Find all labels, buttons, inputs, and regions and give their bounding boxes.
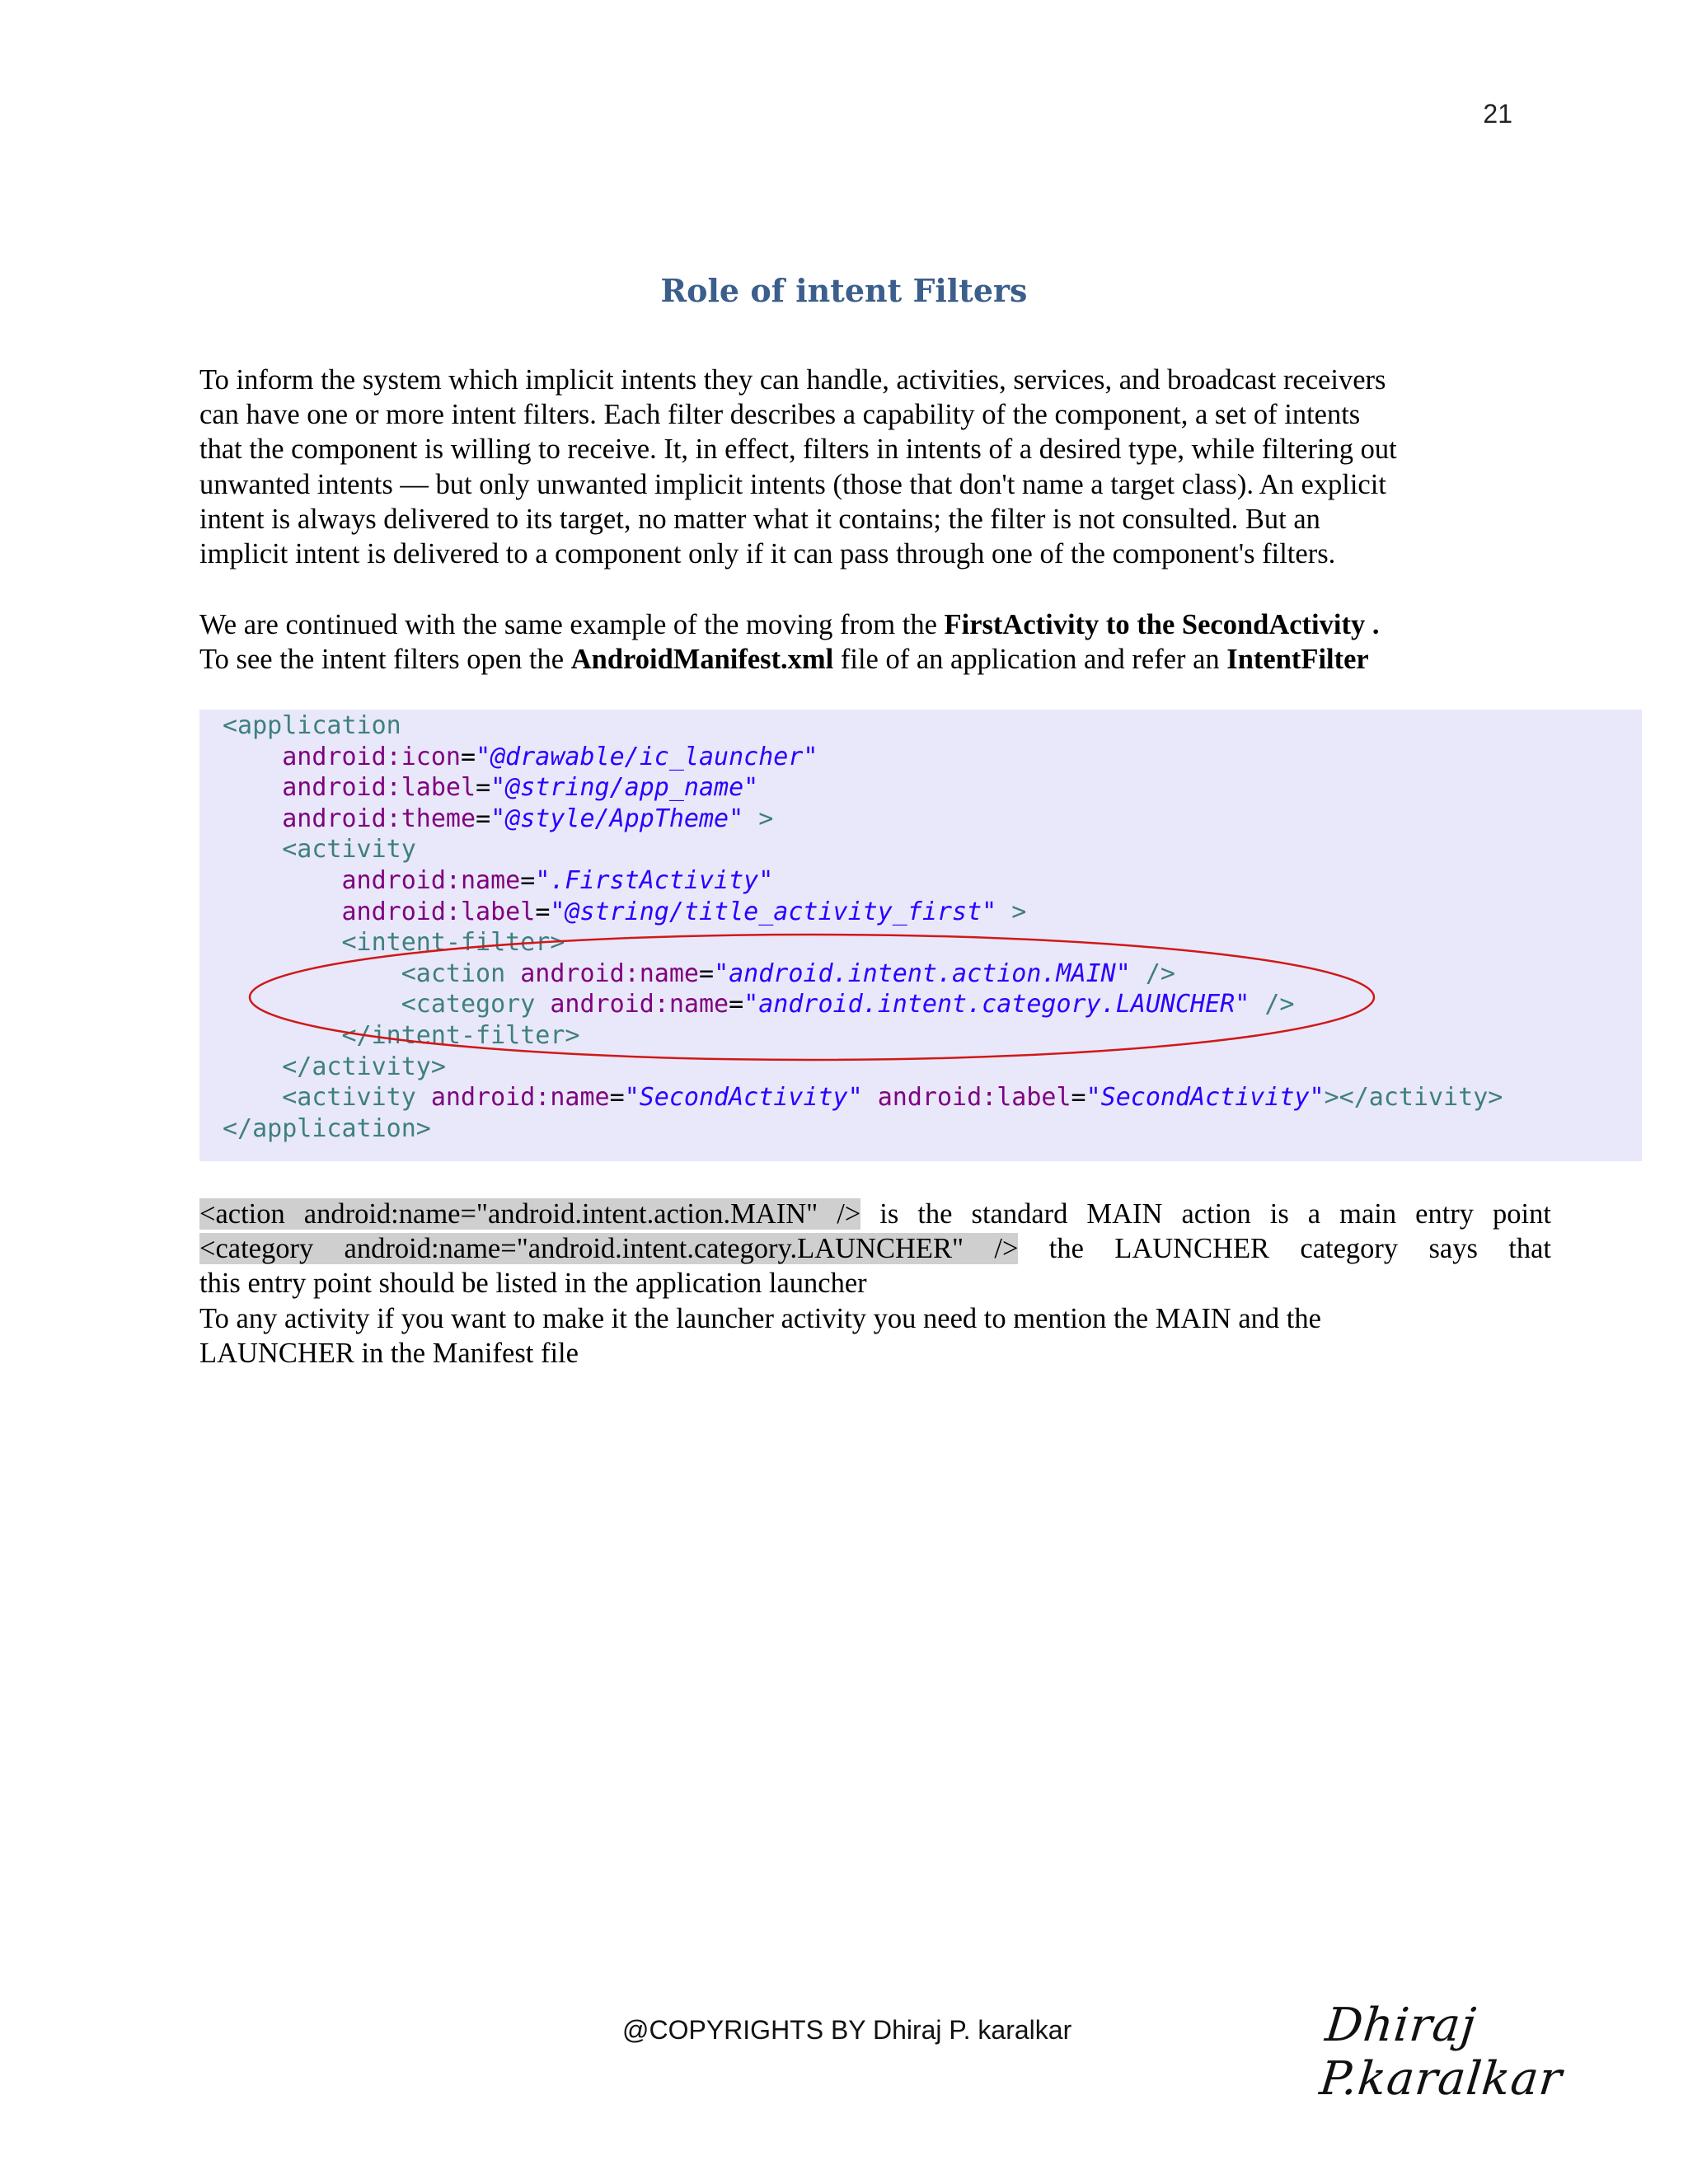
code-tag: </application> bbox=[223, 1113, 431, 1143]
intro-line: implicit intent is delivered to a component only if it can pass through one of the component's filters. bbox=[199, 538, 1336, 570]
copyright-footer: @COPYRIGHTS BY Dhiraj P. karalkar bbox=[622, 2015, 1072, 2045]
example-line-2 bbox=[199, 642, 1551, 677]
code-line bbox=[223, 1113, 1503, 1145]
code-tag: <application bbox=[223, 711, 401, 740]
explanation-line-3: this entry point should be listed in the application launcher bbox=[199, 1268, 867, 1300]
code-attr: android:icon bbox=[282, 742, 461, 771]
explanation-paragraph bbox=[199, 1197, 1551, 1371]
code-eq: = bbox=[476, 773, 491, 803]
explanation-line-2 bbox=[199, 1231, 1551, 1266]
code-tag: </activity> bbox=[282, 1052, 446, 1081]
code-tag: <intent-filter> bbox=[341, 928, 565, 958]
code-eq: = bbox=[1071, 1083, 1086, 1113]
example-text: file of an application and refer an bbox=[833, 644, 1227, 676]
code-line bbox=[223, 710, 1503, 742]
code-value: ".FirstActivity" bbox=[535, 865, 774, 895]
intro-line: To inform the system which implicit intents they can handle, activities, services, and broadcast receivers bbox=[199, 364, 1386, 396]
author-signature: Dhiraj P.karalkar bbox=[1317, 1999, 1565, 2106]
code-tag: </intent-filter> bbox=[341, 1020, 580, 1050]
code-value: "SecondActivity" bbox=[1085, 1083, 1325, 1113]
code-attr: android:name bbox=[430, 1083, 610, 1113]
code-tag: <category bbox=[401, 990, 536, 1019]
code-tag: ></activity> bbox=[1324, 1083, 1503, 1113]
explanation-line-1 bbox=[199, 1197, 1551, 1231]
code-line bbox=[223, 1082, 1503, 1113]
code-attr: android:label bbox=[877, 1083, 1071, 1113]
code-tag: > bbox=[996, 897, 1027, 926]
page-number: 21 bbox=[1483, 99, 1512, 129]
code-line bbox=[223, 865, 1503, 897]
highlight-ellipse bbox=[239, 923, 1385, 1071]
code-value: "android.intent.category.LAUNCHER" bbox=[743, 990, 1250, 1019]
code-value: "@drawable/ic_launcher" bbox=[476, 742, 818, 771]
section-title: Role of intent Filters bbox=[660, 272, 1028, 309]
code-line bbox=[223, 742, 1503, 773]
intro-line: that the component is willing to receive. It, in effect, filters in intents of a desired type, while filtering out bbox=[199, 434, 1397, 466]
code-eq: = bbox=[609, 1083, 625, 1113]
explanation-text: the LAUNCHER category says that bbox=[1018, 1233, 1551, 1265]
code-tag: <activity bbox=[282, 835, 416, 865]
code-line bbox=[223, 834, 1503, 865]
code-tag: <activity bbox=[282, 1083, 416, 1113]
code-tag: /> bbox=[1250, 990, 1295, 1019]
code-attr: android:name bbox=[550, 990, 729, 1019]
example-line-1 bbox=[199, 607, 1551, 642]
code-tag: <action bbox=[401, 958, 506, 988]
code-tag: /> bbox=[1130, 958, 1175, 988]
intro-paragraph bbox=[199, 363, 1551, 571]
code-attr: android:label bbox=[341, 897, 536, 926]
explanation-line-5: LAUNCHER in the Manifest file bbox=[199, 1337, 579, 1369]
code-tag: > bbox=[743, 804, 774, 833]
code-eq: = bbox=[699, 958, 715, 988]
code-attr: android:name bbox=[520, 958, 699, 988]
code-line bbox=[223, 772, 1503, 804]
code-eq: = bbox=[520, 865, 536, 895]
highlighted-action-snippet: <action android:name="android.intent.action.MAIN" /> bbox=[199, 1198, 861, 1230]
code-eq: = bbox=[461, 742, 476, 771]
code-value: "android.intent.action.MAIN" bbox=[714, 958, 1131, 988]
explanation-text: is the standard MAIN action is a main entry point bbox=[860, 1198, 1551, 1230]
code-eq: = bbox=[729, 990, 744, 1019]
highlighted-category-snippet: <category android:name="android.intent.category.LAUNCHER" /> bbox=[199, 1233, 1019, 1265]
code-value: "@string/title_activity_first" bbox=[550, 897, 997, 926]
code-attr: android:theme bbox=[282, 804, 476, 833]
code-value: "SecondActivity" bbox=[624, 1083, 863, 1113]
example-text: We are continued with the same example of the moving from the bbox=[199, 609, 945, 640]
manifest-file-name: AndroidManifest.xml bbox=[570, 644, 834, 676]
example-bold-activities: FirstActivity to the SecondActivity . bbox=[944, 609, 1380, 640]
intent-filter-term: IntentFilter bbox=[1226, 644, 1369, 676]
example-paragraph bbox=[199, 607, 1551, 677]
intro-line: intent is always delivered to its target, no matter what it contains; the filter is not consulted. But an bbox=[199, 503, 1320, 535]
intro-line: unwanted intents — but only unwanted implicit intents (those that don't name a target class). An explicit bbox=[199, 468, 1386, 500]
explanation-line-4: To any activity if you want to make it the launcher activity you need to mention the MAIN and the bbox=[199, 1302, 1321, 1334]
red-ellipse-outline bbox=[250, 935, 1374, 1060]
code-value: "@style/AppTheme" bbox=[490, 804, 744, 833]
code-eq: = bbox=[476, 804, 491, 833]
example-text: To see the intent filters open the bbox=[199, 644, 571, 676]
code-line bbox=[223, 804, 1503, 835]
code-attr: android:name bbox=[341, 865, 521, 895]
intro-line: can have one or more intent filters. Each filter describes a capability of the component, a set of intents bbox=[199, 399, 1361, 431]
code-attr: android:label bbox=[282, 773, 476, 803]
code-eq: = bbox=[535, 897, 551, 926]
code-value: "@string/app_name" bbox=[490, 773, 759, 803]
